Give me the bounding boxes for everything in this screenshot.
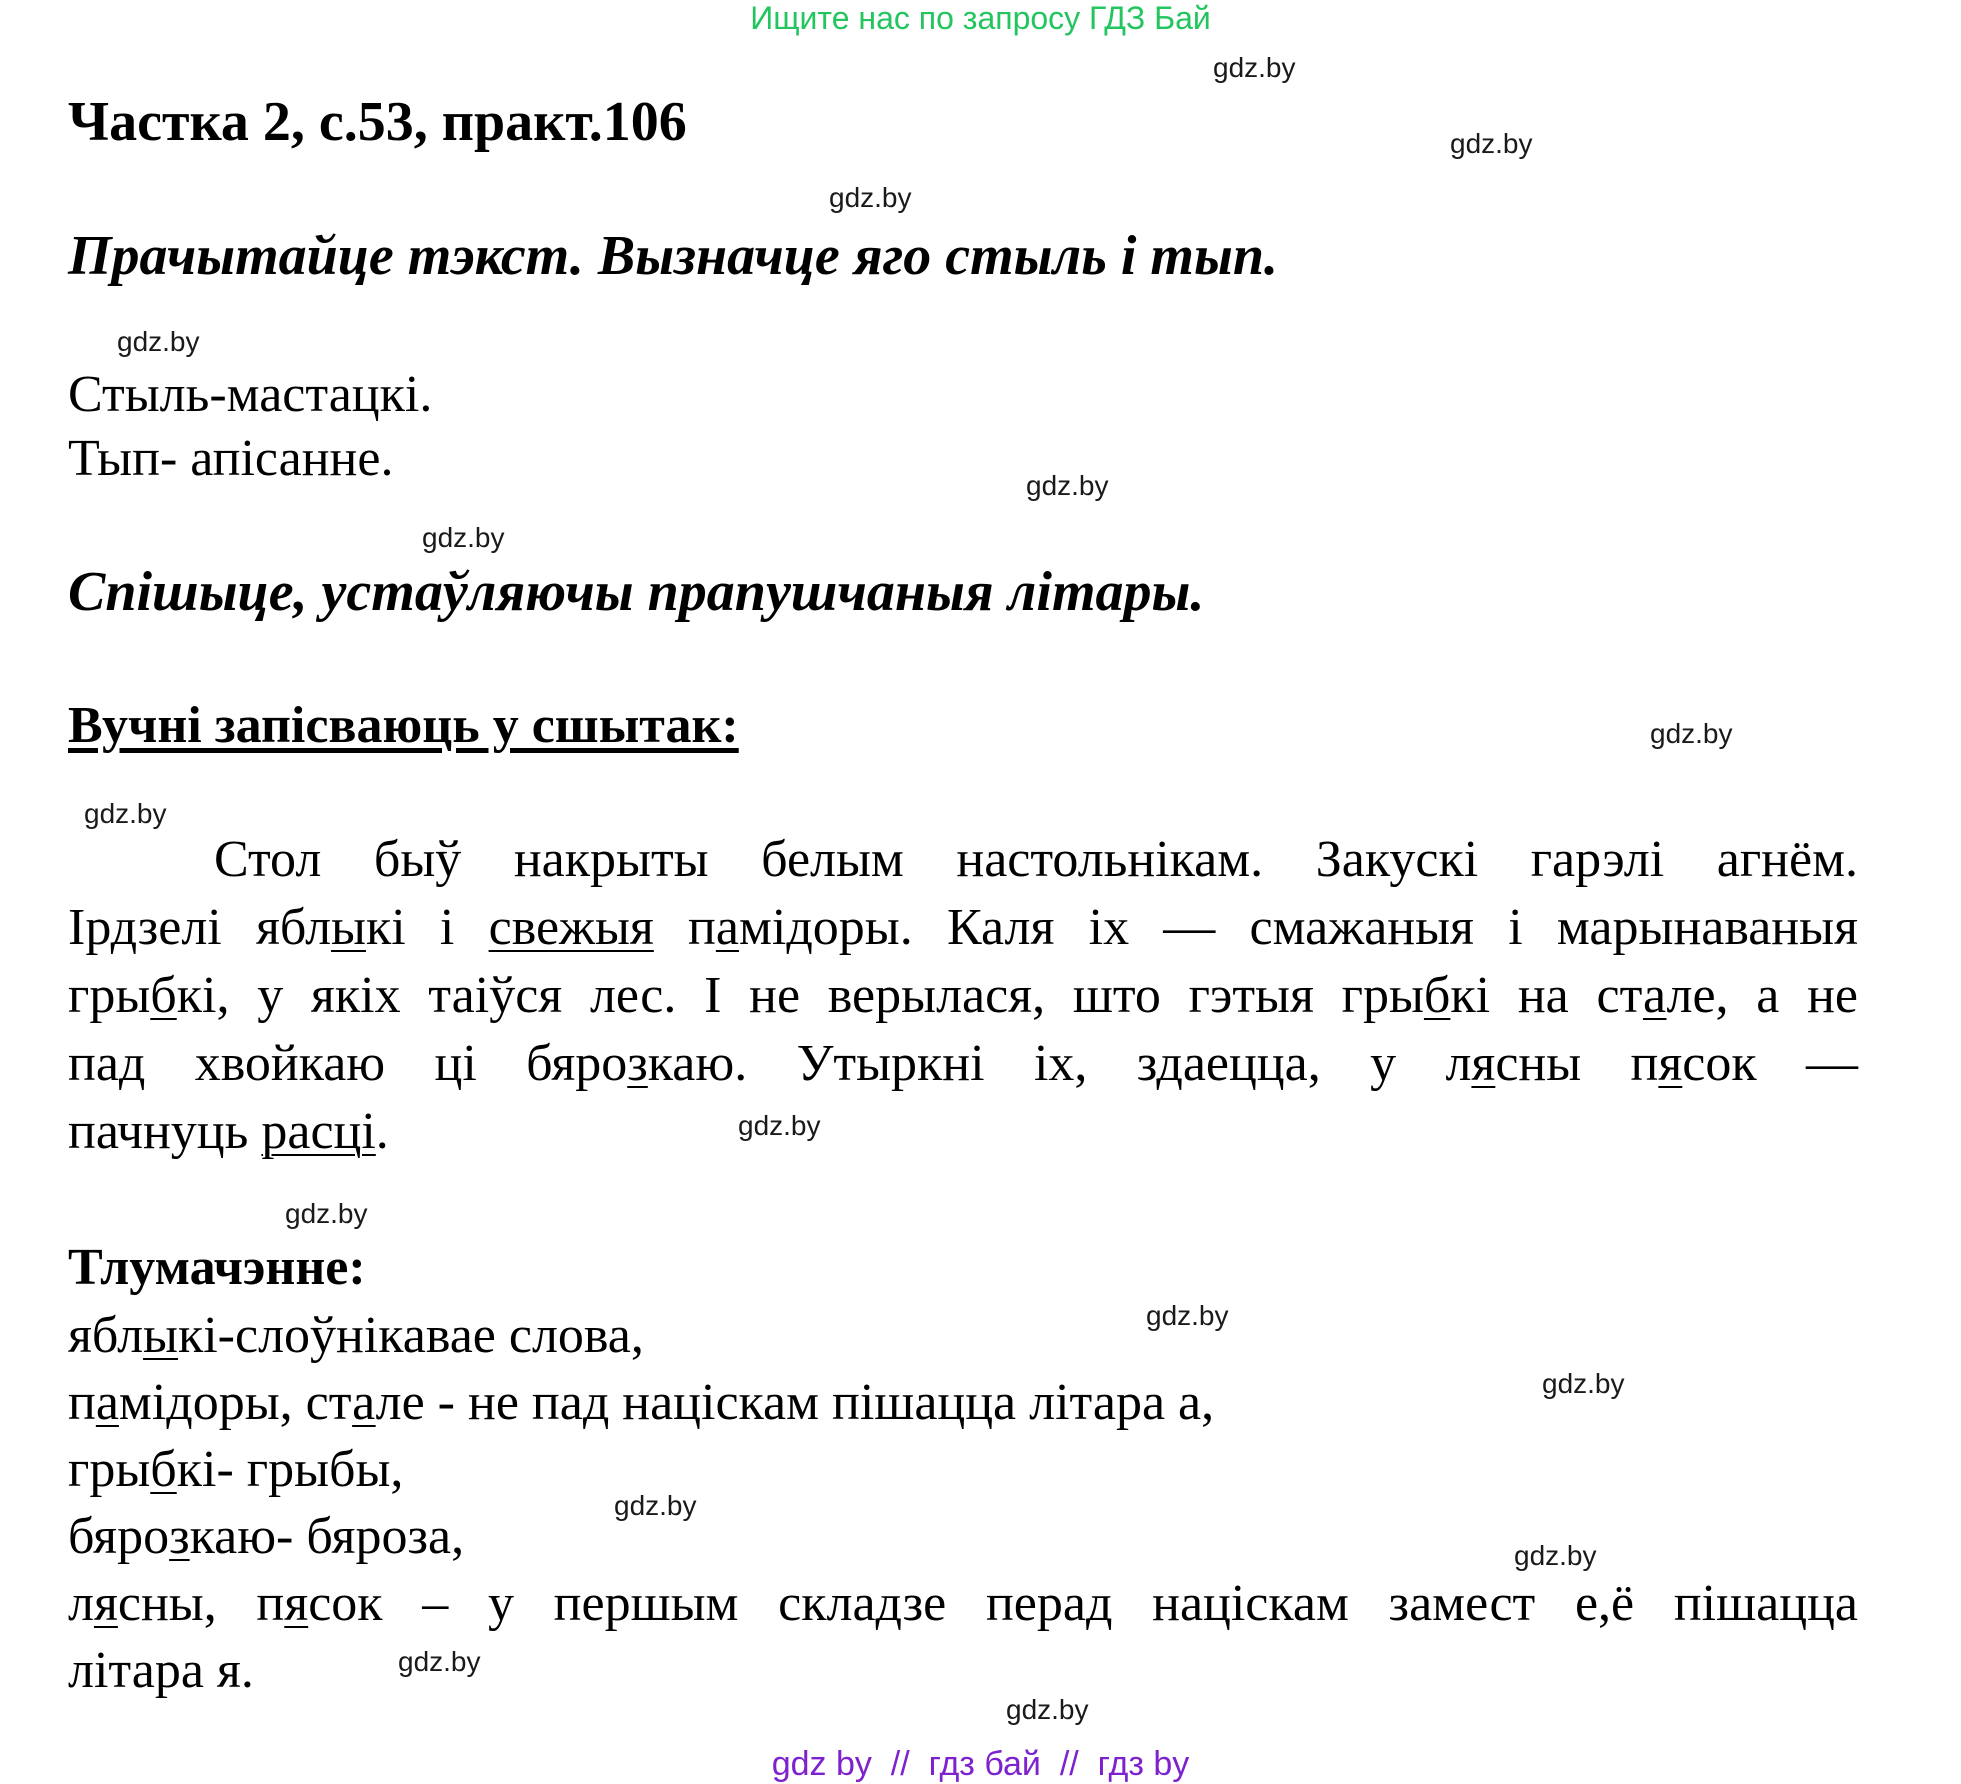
- watermark: gdz.by: [1450, 128, 1533, 159]
- watermark: gdz.by: [117, 326, 200, 357]
- watermark: gdz.by: [1146, 1300, 1229, 1331]
- watermark: gdz.by: [738, 1110, 821, 1141]
- explanation-line-6: літара я.: [68, 1642, 254, 1699]
- watermark: gdz.by: [1542, 1368, 1625, 1399]
- passage-line-2: Ірдзелі яблыкі і свежыя памідоры. Каля іх — смажаныя і марынаваныя: [68, 899, 1858, 956]
- answer-type: Тып- апісанне.: [68, 430, 394, 487]
- answer-style: Стыль-мастацкі.: [68, 366, 433, 423]
- explanation-title: Тлумачэнне:: [68, 1239, 366, 1296]
- watermark: gdz.by: [84, 798, 167, 829]
- page-heading: Частка 2, с.53, практ.106: [68, 91, 687, 153]
- passage-line-5: пачнуць расці.: [68, 1103, 389, 1160]
- explanation-line-3: грыбкі- грыбы,: [68, 1441, 404, 1498]
- watermark: gdz.by: [614, 1490, 697, 1521]
- task-instruction-1: Прачытайце тэкст. Вызначце яго стыль і тып.: [68, 225, 1278, 287]
- explanation-line-4: бярозкаю- бяроза,: [68, 1508, 465, 1565]
- explanation-line-1: яблыкі-слоўнікавае слова,: [68, 1307, 644, 1364]
- section-title: Вучні запісваюць у сшытак:: [68, 697, 739, 754]
- passage: [68, 826, 1858, 1166]
- passage-line-3: грыбкі, у якіх таіўся лес. І не верылася, што гэтыя грыбкі на стале, а не: [68, 967, 1859, 1024]
- watermark: gdz.by: [398, 1646, 481, 1677]
- watermark: gdz.by: [285, 1198, 368, 1229]
- task-instruction-2: Спішыце, устаўляючы прапушчаныя літары.: [68, 561, 1205, 623]
- top-banner: Ищите нас по запросу ГДЗ Бай: [750, 0, 1211, 36]
- passage-line-4: пад хвойкаю ці бярозкаю. Утыркні іх, здаецца, у лясны пясок —: [68, 1035, 1858, 1092]
- explanation-line-2: памідоры, стале - не пад націскам пішацца літара а,: [68, 1374, 1215, 1431]
- watermark: gdz.by: [1213, 52, 1296, 83]
- watermark: gdz.by: [422, 522, 505, 553]
- explanation-line-5: лясны, пясок – у першым складзе перад націскам замест е,ё пішацца: [68, 1575, 1858, 1632]
- watermark: gdz.by: [1006, 1694, 1089, 1725]
- passage-line-1: Стол быў накрыты белым настольнікам. Закускі гарэлі агнём.: [214, 831, 1858, 888]
- explanation: [68, 1302, 1858, 1704]
- watermark: gdz.by: [1514, 1540, 1597, 1571]
- bottom-banner: gdz by // гдз бай // гдз by: [771, 1745, 1190, 1783]
- watermark: gdz.by: [829, 182, 912, 213]
- watermark: gdz.by: [1650, 718, 1733, 749]
- watermark: gdz.by: [1026, 470, 1109, 501]
